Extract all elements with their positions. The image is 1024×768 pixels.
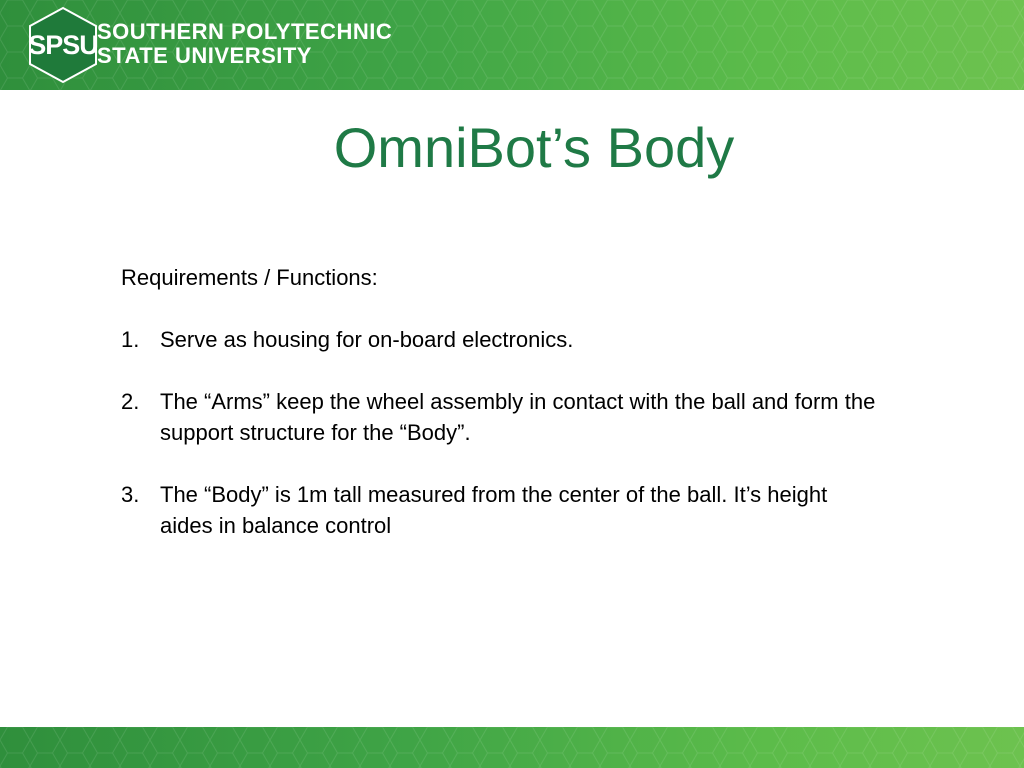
university-name — [97, 20, 392, 68]
list-item-number: 2. — [121, 389, 140, 414]
university-name-line2: STATE UNIVERSITY — [97, 43, 312, 68]
logo-text: SPSU — [28, 30, 98, 60]
list-item-text: The “Arms” keep the wheel assembly in contact with the ball and form the support structure for the “Body”. — [160, 389, 876, 445]
list-item-number: 3. — [121, 482, 140, 507]
list-item-text: The “Body” is 1m tall measured from the center of the ball. It’s height aides in balance control — [160, 482, 828, 538]
list-item — [121, 479, 881, 541]
list-item — [121, 386, 881, 448]
footer-banner — [0, 727, 1024, 768]
requirements-heading: Requirements / Functions: — [121, 265, 378, 290]
list-item-text: Serve as housing for on-board electronics. — [160, 327, 574, 352]
slide-title: OmniBot’s Body — [333, 116, 735, 179]
header-banner — [0, 0, 1024, 90]
slide-body — [121, 262, 881, 572]
hexagon-pattern — [0, 727, 1024, 768]
list-item-number: 1. — [121, 327, 140, 352]
university-logo — [24, 6, 102, 84]
university-name-line1: SOUTHERN POLYTECHNIC — [97, 19, 393, 44]
list-item — [121, 324, 881, 355]
